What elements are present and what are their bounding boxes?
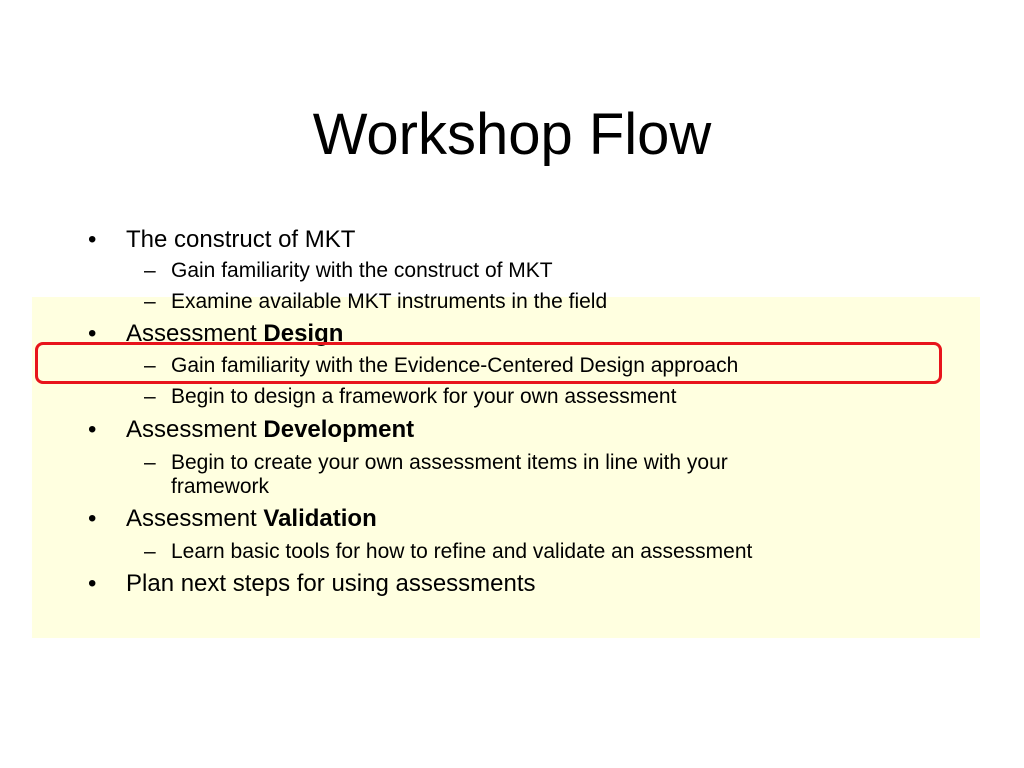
bullet-bold-text: Development (263, 416, 415, 443)
bullet-bold-text: Design (263, 320, 344, 347)
sub-bullet-continuation (171, 475, 269, 499)
bullet-item (88, 226, 356, 254)
sub-bullet-text: Learn basic tools for how to refine and validate an assessment (171, 540, 753, 563)
bullet-item (88, 505, 377, 533)
bullet-marker: • (88, 505, 97, 532)
slide-title: Workshop Flow (312, 102, 712, 167)
sub-bullet-text: Gain familiarity with the construct of MKT (171, 259, 553, 282)
sub-bullet-text: Begin to design a framework for your own assessment (171, 385, 677, 408)
focus-highlight-frame (35, 342, 942, 384)
sub-bullet-text: Begin to create your own assessment items in line with your (171, 451, 728, 474)
bullet-text: Assessment (126, 505, 264, 532)
dash-marker: – (144, 451, 156, 474)
bullet-text: The construct of MKT (126, 226, 356, 253)
sub-bullet-continuation-text: framework (171, 475, 270, 498)
bullet-bold-text: Validation (263, 505, 377, 532)
bullet-text: Plan next steps for using assessments (126, 570, 536, 597)
bullet-item (88, 416, 415, 444)
dash-marker: – (144, 385, 156, 408)
bullet-marker: • (88, 320, 97, 347)
bullet-marker: • (88, 226, 97, 253)
bullet-item (88, 570, 536, 598)
dash-marker: – (144, 259, 156, 282)
sub-bullet-item (144, 259, 553, 283)
sub-bullet-text: Examine available MKT instruments in the field (171, 290, 608, 313)
sub-bullet-item (144, 540, 753, 564)
bullet-text: Assessment (126, 320, 264, 347)
dash-marker: – (144, 540, 156, 563)
bullet-marker: • (88, 416, 97, 443)
sub-bullet-item (144, 451, 728, 475)
dash-marker: – (144, 354, 156, 377)
bullet-text: Assessment (126, 416, 264, 443)
sub-bullet-item (144, 290, 608, 314)
sub-bullet-text: Gain familiarity with the Evidence-Centered Design approach (171, 354, 739, 377)
dash-marker: – (144, 290, 156, 313)
sub-bullet-item (144, 385, 677, 409)
bullet-marker: • (88, 570, 97, 597)
